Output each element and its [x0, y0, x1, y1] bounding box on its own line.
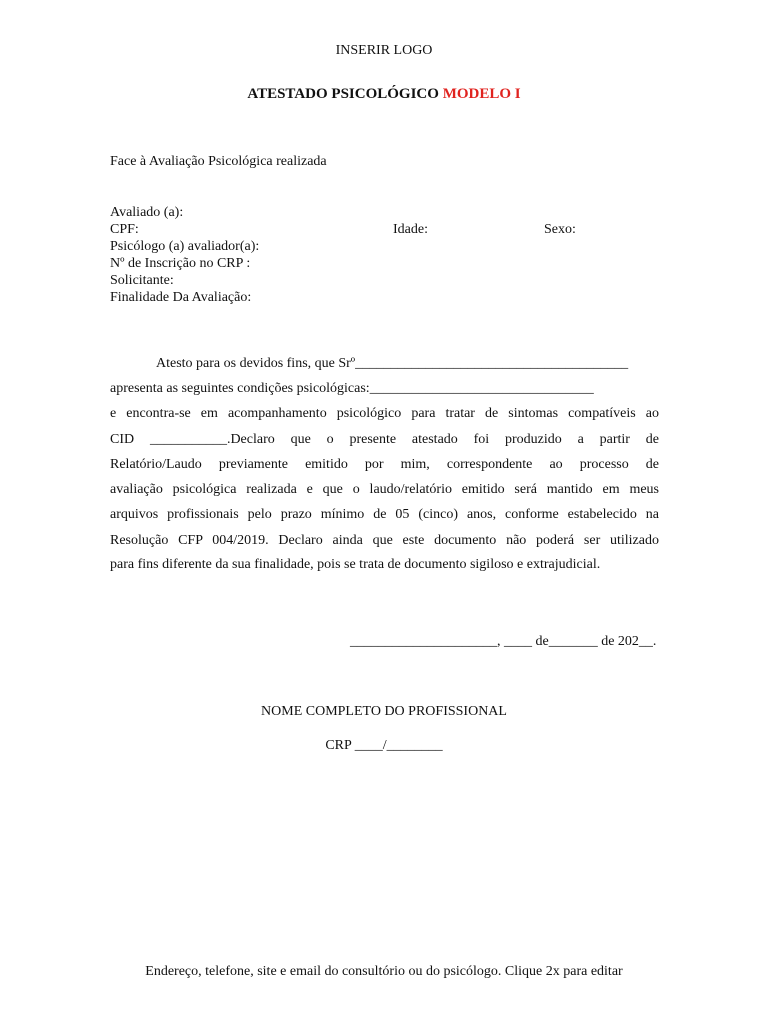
title-model: MODELO I: [442, 86, 521, 102]
field-idade: Idade:: [393, 222, 428, 237]
professional-crp: CRP ____/________: [325, 738, 443, 753]
body-line-2: apresenta as seguintes condições psicológicas:________________________________: [110, 381, 594, 396]
professional-name: NOME COMPLETO DO PROFISSIONAL: [261, 704, 507, 719]
body-line-6: avaliação psicológica realizada e que o laudo/relatório emitido será mantido em meus: [110, 482, 659, 497]
body-line-4: CID ___________.Declaro que o presente atestado foi produzido a partir de: [110, 432, 659, 447]
document-title: [0, 86, 768, 103]
footer-contact: Endereço, telefone, site e email do consultório ou do psicólogo. Clique 2x para editar: [145, 964, 623, 979]
body-line-3: e encontra-se em acompanhamento psicológico para tratar de sintomas compatíveis ao: [110, 406, 659, 421]
date-line: _____________________, ____ de_______ de 202__.: [350, 634, 657, 649]
field-cpf: CPF:: [110, 222, 139, 237]
field-crp-inscricao: Nº de Inscrição no CRP :: [110, 256, 251, 271]
body-line-8: Resolução CFP 004/2019. Declaro ainda que este documento não poderá ser utilizado: [110, 533, 659, 548]
field-sexo: Sexo:: [544, 222, 576, 237]
body-line-9: para fins diferente da sua finalidade, pois se trata de documento sigiloso e extrajudicial.: [110, 557, 601, 572]
field-solicitante: Solicitante:: [110, 273, 174, 288]
body-line-1: Atesto para os devidos fins, que Srº_______________________________________: [156, 356, 629, 371]
logo-placeholder: INSERIR LOGO: [335, 43, 433, 58]
field-avaliado: Avaliado (a):: [110, 205, 184, 220]
title-main: ATESTADO PSICOLÓGICO: [247, 86, 439, 102]
body-line-5: Relatório/Laudo previamente emitido por mim, correspondente ao processo de: [110, 457, 659, 472]
field-psicologo: Psicólogo (a) avaliador(a):: [110, 239, 260, 254]
field-finalidade: Finalidade Da Avaliação:: [110, 290, 252, 305]
intro-text: Face à Avaliação Psicológica realizada: [110, 154, 327, 169]
body-line-7: arquivos profissionais pelo prazo mínimo de 05 (cinco) anos, conforme estabelecido na: [110, 507, 659, 522]
